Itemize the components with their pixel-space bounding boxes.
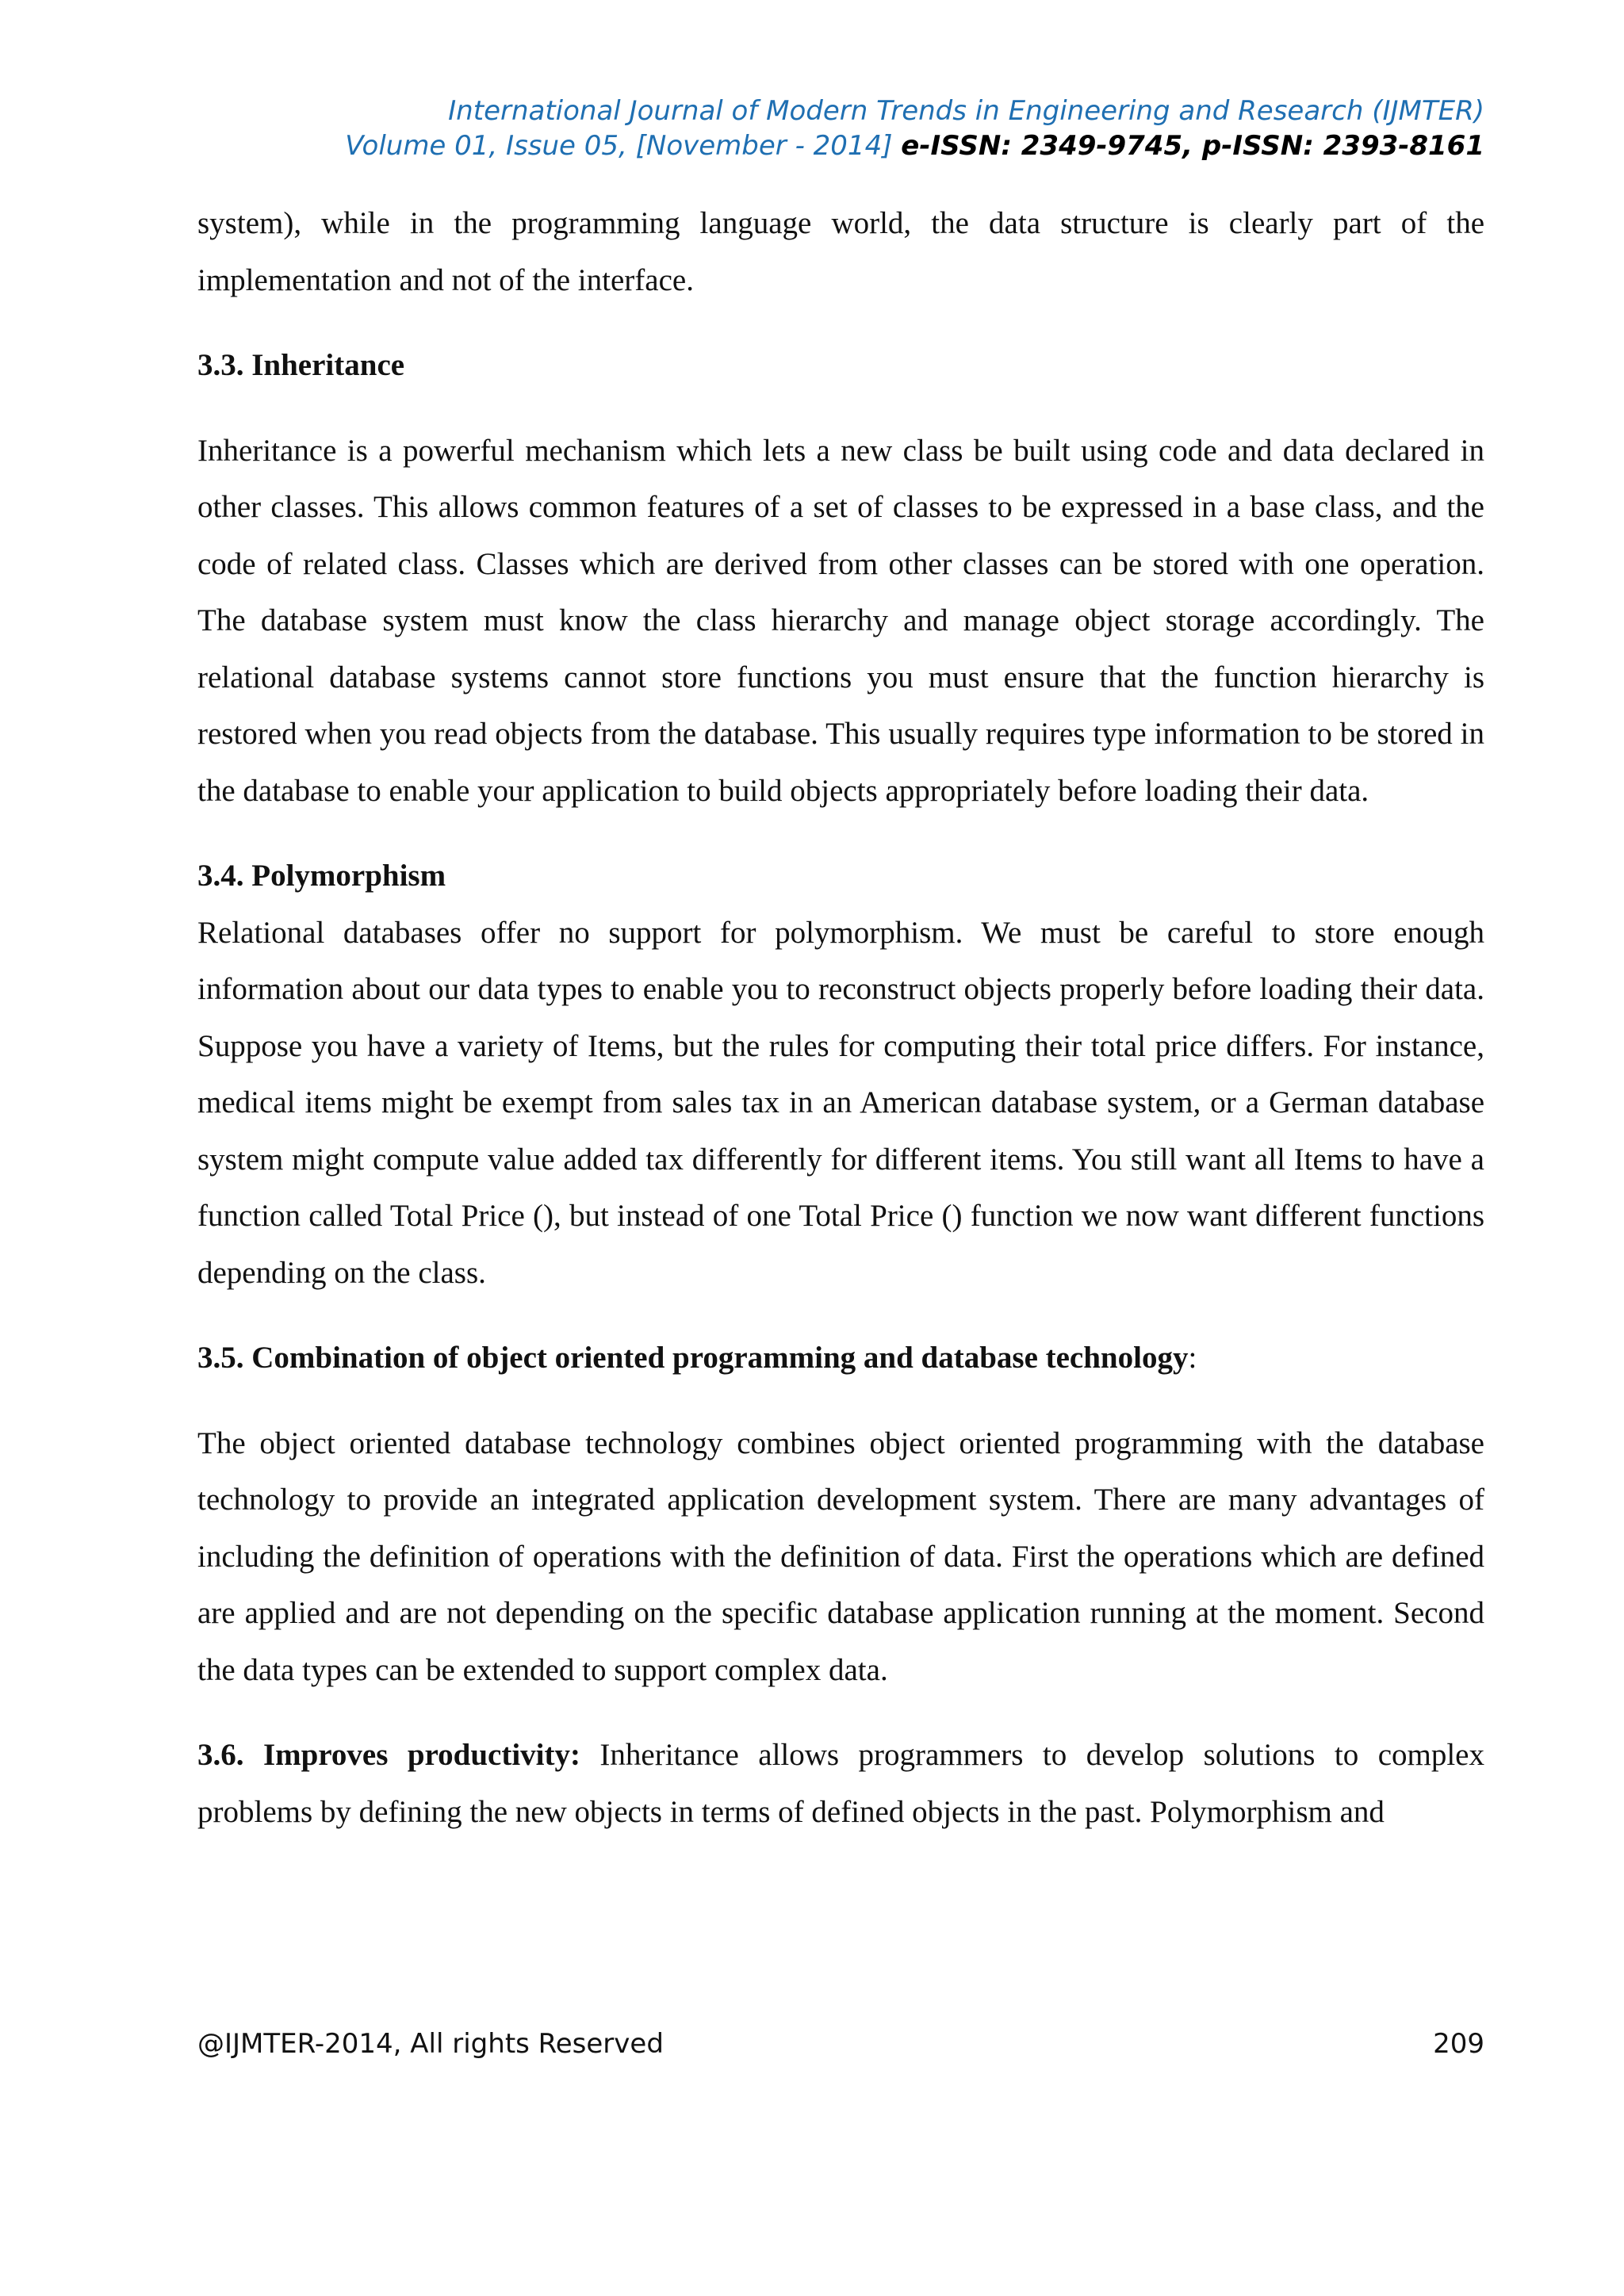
journal-title: International Journal of Modern Trends in Engineering and Research (IJMTER) xyxy=(448,95,1484,127)
intro-paragraph: system), while in the programming language world, the data structure is clearly part of the implementation and not of the interface. xyxy=(197,206,1484,297)
journal-volume: Volume 01, Issue 05, [November - 2014] xyxy=(345,130,893,162)
section-text-productivity: Inheritance allows programmers to develop solutions to complex problems by defining the new objects in terms of defined objects in the past. Polymorphism and xyxy=(197,1738,1484,1829)
section-text-combination: The object oriented database technology combines object oriented programming with the database technology to provide an integrated application development system. There are many advantages of including the definition of operations with the definition of data. First the operations which are defined are applied and are not depending on the specific database application running at the moment. Second the data types can be extended to support complex data. xyxy=(197,1425,1484,1687)
page-footer xyxy=(197,2028,1484,2060)
section-heading-combination-colon: : xyxy=(1188,1341,1197,1375)
section-heading-productivity: 3.6. Improves productivity: xyxy=(197,1738,580,1772)
journal-volume-line xyxy=(345,128,1484,163)
section-text-polymorphism: Relational databases offer no support for polymorphism. We must be careful to store enough information about our data types to enable you to reconstruct objects properly before loading their data. Suppose you have a variety of Items, but the rules for computing their total price differs. For instance, medical items might be exempt from sales tax in an American database system, or a German database system might compute value added tax differently for different items. You still want all Items to have a function called Total Price (), but instead of one Total Price () function we now want different functions depending on the class. xyxy=(197,915,1484,1290)
section-productivity xyxy=(197,1727,1484,1840)
footer-copyright: @IJMTER-2014, All rights Reserved xyxy=(197,2028,664,2060)
page-number: 209 xyxy=(1433,2028,1484,2060)
section-heading-combination xyxy=(197,1330,1484,1387)
section-heading-polymorphism: 3.4. Polymorphism xyxy=(197,859,446,893)
section-text-inheritance: Inheritance is a powerful mechanism which lets a new class be built using code and data declared in other classes. This allows common features of a set of classes to be expressed in a base class, and the code of related class. Classes which are derived from other classes can be stored with one operation. The database system must know the class hierarchy and manage object storage accordingly. The relational database systems cannot store functions you must ensure that the function hierarchy is restored when you read objects from the database. This usually requires type information to be stored in the database to enable your application to build objects appropriately before loading their data. xyxy=(197,433,1484,808)
section-heading-combination-text: 3.5. Combination of object oriented programming and database technology xyxy=(197,1341,1189,1375)
section-heading-inheritance: 3.3. Inheritance xyxy=(197,348,405,382)
journal-issn: e-ISSN: 2349-9745, p-ISSN: 2393-8161 xyxy=(901,130,1484,162)
journal-header xyxy=(345,94,1484,163)
article-body xyxy=(197,195,1484,1840)
